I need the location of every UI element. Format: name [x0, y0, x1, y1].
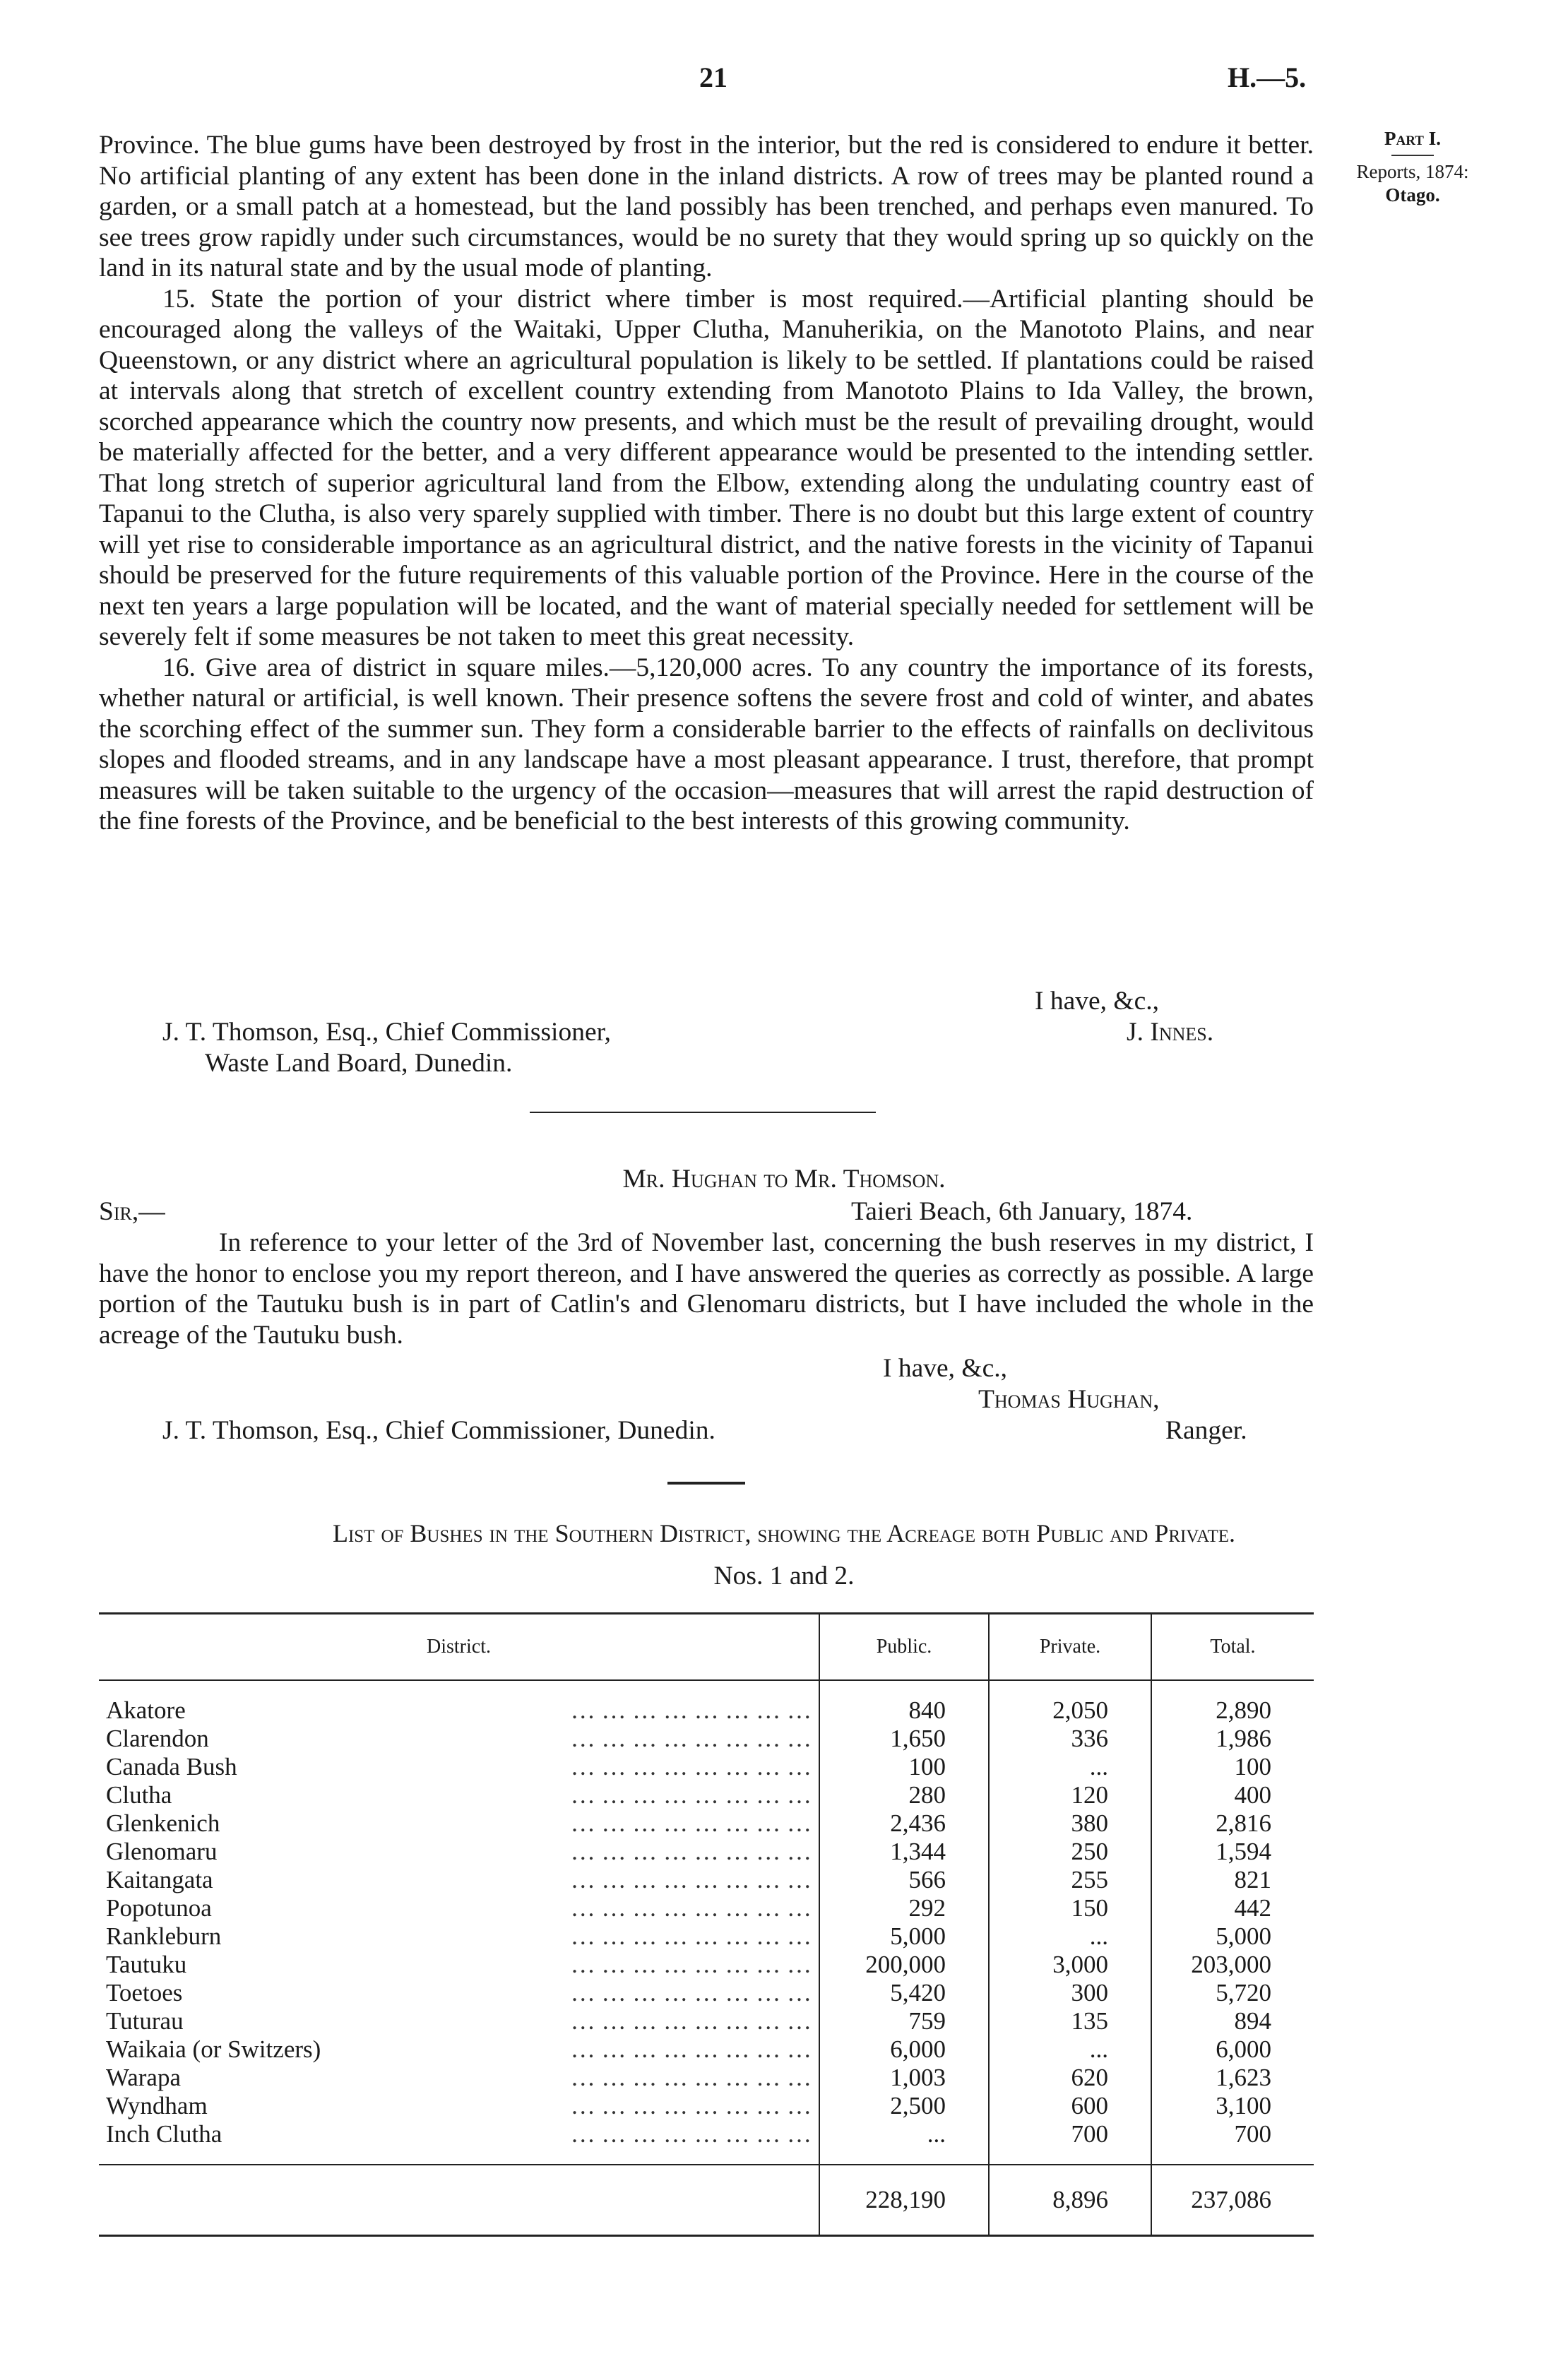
table-body	[99, 1680, 1314, 2165]
table-row	[99, 1753, 1314, 1781]
district-cell	[99, 1922, 819, 1951]
public-cell: 1,003	[819, 2064, 989, 2092]
district-cell	[99, 1725, 819, 1753]
margin-note-region: Otago.	[1385, 184, 1440, 206]
total-cell: 100	[1151, 1753, 1314, 1781]
district-cell	[99, 2035, 819, 2064]
district-name: Kaitangata	[106, 1866, 213, 1893]
leader-dots: … … … … … … … …	[570, 1809, 812, 1837]
private-cell: 120	[989, 1781, 1151, 1809]
leader-dots: … … … … … … … …	[570, 1894, 812, 1922]
leader-dots: … … … … … … … …	[570, 1696, 812, 1724]
innes-letter-body	[99, 130, 1314, 837]
district-name: Canada Bush	[106, 1753, 237, 1780]
table-spacer-row	[99, 1680, 1314, 1696]
district-cell	[99, 1753, 819, 1781]
table-row	[99, 1951, 1314, 1979]
public-cell: 1,650	[819, 1725, 989, 1753]
private-cell: 135	[989, 2007, 1151, 2035]
district-name: Waikaia (or Switzers)	[106, 2035, 321, 2063]
table-row	[99, 1894, 1314, 1922]
hughan-letter-title: Mr. Hughan to Mr. Thomson.	[622, 1165, 946, 1194]
table-row	[99, 1781, 1314, 1809]
district-cell	[99, 2092, 819, 2120]
total-cell: 442	[1151, 1894, 1314, 1922]
table-row	[99, 1809, 1314, 1838]
private-cell: 300	[989, 1979, 1151, 2007]
leader-dots: … … … … … … … …	[570, 2035, 812, 2063]
section-divider	[530, 1112, 876, 1113]
public-cell: 840	[819, 1696, 989, 1725]
column-header-private: Private.	[989, 1614, 1151, 1681]
public-cell: 1,344	[819, 1838, 989, 1866]
district-name: Glenkenich	[106, 1809, 220, 1837]
table-row	[99, 1696, 1314, 1725]
leader-dots: … … … … … … … …	[570, 2120, 812, 2148]
total-cell: 821	[1151, 1866, 1314, 1894]
private-cell: 600	[989, 2092, 1151, 2120]
public-cell: 5,000	[819, 1922, 989, 1951]
table-row	[99, 1866, 1314, 1894]
public-cell: 759	[819, 2007, 989, 2035]
leader-dots: … … … … … … … …	[570, 2007, 812, 2035]
margin-note	[1342, 127, 1483, 207]
public-cell: 200,000	[819, 1951, 989, 1979]
hughan-role: Ranger.	[1165, 1416, 1247, 1445]
leader-dots: … … … … … … … …	[570, 1922, 812, 1950]
leader-dots: … … … … … … … …	[570, 2064, 812, 2091]
district-cell	[99, 1894, 819, 1922]
public-cell: ...	[819, 2120, 989, 2148]
paragraph-16: 16. Give area of district in square miles.—5,120,000 acres. To any country the importance of its forests, whether natural or artificial, is well known. Their presence softens the severe frost and cold of winter, and abates the scorching effect of the summer sun. They form a considerable barrier to the effects of rainfalls on declivitous slopes and flooded streams, and in any landscape have a most pleasant appearance. I trust, therefore, that prompt measures will be taken suitable to the urgency of the occasion—measures that will arrest the rapid destruction of the fine forests of the Province, and be beneficial to the best interests of this growing community.	[99, 653, 1314, 835]
column-header-public: Public.	[819, 1614, 989, 1681]
margin-note-rule	[1391, 155, 1434, 156]
leader-dots: … … … … … … … …	[570, 1781, 812, 1809]
hughan-closing: I have, &c.,	[883, 1354, 1007, 1383]
leader-dots: … … … … … … … …	[570, 1866, 812, 1893]
total-public: 228,190	[819, 2165, 989, 2236]
district-name: Rankleburn	[106, 1922, 222, 1950]
page-number: 21	[699, 61, 727, 93]
district-name: Warapa	[106, 2064, 181, 2091]
innes-signature: J. Innes.	[1127, 1018, 1214, 1047]
private-cell: 700	[989, 2120, 1151, 2148]
private-cell: 250	[989, 1838, 1151, 1866]
total-cell: 5,720	[1151, 1979, 1314, 2007]
total-cell: 1,986	[1151, 1725, 1314, 1753]
document-code: H.—5.	[1228, 61, 1307, 93]
total-cell: 2,890	[1151, 1696, 1314, 1725]
table-row	[99, 1838, 1314, 1866]
district-name: Clutha	[106, 1781, 172, 1809]
leader-dots: … … … … … … … …	[570, 1753, 812, 1780]
leader-dots: … … … … … … … …	[570, 1951, 812, 1978]
table-row	[99, 2035, 1314, 2064]
leader-dots: … … … … … … … …	[570, 1979, 812, 2006]
district-name: Toetoes	[106, 1979, 183, 2006]
private-cell: ...	[989, 1753, 1151, 1781]
district-name: Clarendon	[106, 1725, 209, 1752]
private-cell: ...	[989, 1922, 1151, 1951]
table-spacer-row	[99, 2148, 1314, 2165]
public-cell: 292	[819, 1894, 989, 1922]
district-cell	[99, 1838, 819, 1866]
hughan-place-date: Taieri Beach, 6th January, 1874.	[851, 1197, 1193, 1226]
public-cell: 566	[819, 1866, 989, 1894]
private-cell: ...	[989, 2035, 1151, 2064]
private-cell: 620	[989, 2064, 1151, 2092]
district-cell	[99, 1809, 819, 1838]
district-cell	[99, 2064, 819, 2092]
hughan-paragraph: In reference to your letter of the 3rd of November last, concerning the bush reserves in my district, I have the honor to enclose you my report thereon, and I have answered the queries as correctly as possible. A large portion of the Tautuku bush is in part of Catlin's and Glenomaru districts, but I have included the whole in the acreage of the Tautuku bush.	[99, 1228, 1314, 1350]
total-cell: 1,623	[1151, 2064, 1314, 2092]
private-cell: 380	[989, 1809, 1151, 1838]
district-cell	[99, 2120, 819, 2148]
innes-addressee: J. T. Thomson, Esq., Chief Commissioner,	[162, 1018, 611, 1047]
list-title: List of Bushes in the Southern District, showing the Acreage both Public and Private.	[332, 1519, 1236, 1547]
leader-dots: … … … … … … … …	[570, 2092, 812, 2119]
district-name: Glenomaru	[106, 1838, 218, 1865]
total-private: 8,896	[989, 2165, 1151, 2236]
hughan-addressee: J. T. Thomson, Esq., Chief Commissioner, Dunedin.	[162, 1416, 715, 1445]
short-divider	[667, 1482, 745, 1485]
total-cell: 203,000	[1151, 1951, 1314, 1979]
table-row	[99, 1922, 1314, 1951]
margin-note-part: Part I.	[1384, 128, 1441, 149]
table-row	[99, 2064, 1314, 2092]
column-header-district: District.	[99, 1614, 819, 1681]
hughan-salutation: Sir,—	[99, 1197, 165, 1226]
hughan-signature: Thomas Hughan,	[978, 1385, 1160, 1414]
public-cell: 2,500	[819, 2092, 989, 2120]
total-cell: 2,816	[1151, 1809, 1314, 1838]
total-label-cell	[99, 2165, 819, 2236]
district-name: Popotunoa	[106, 1894, 212, 1922]
district-cell	[99, 1866, 819, 1894]
innes-addressee-line-2: Waste Land Board, Dunedin.	[205, 1049, 513, 1078]
margin-note-reports: Reports, 1874:	[1356, 161, 1469, 182]
hughan-letter-body	[99, 1227, 1314, 1350]
table-row	[99, 2092, 1314, 2120]
district-cell	[99, 1979, 819, 2007]
table-row	[99, 2007, 1314, 2035]
district-name: Tautuku	[106, 1951, 187, 1978]
public-cell: 280	[819, 1781, 989, 1809]
table-row	[99, 2120, 1314, 2148]
column-header-total: Total.	[1151, 1614, 1314, 1681]
private-cell: 2,050	[989, 1696, 1151, 1725]
district-cell	[99, 1781, 819, 1809]
public-cell: 6,000	[819, 2035, 989, 2064]
innes-closing: I have, &c.,	[1035, 987, 1159, 1016]
district-cell	[99, 1696, 819, 1725]
total-cell: 1,594	[1151, 1838, 1314, 1866]
district-name: Inch Clutha	[106, 2120, 222, 2148]
table-row	[99, 1979, 1314, 2007]
leader-dots: … … … … … … … …	[570, 1838, 812, 1865]
district-cell	[99, 2007, 819, 2035]
district-cell	[99, 1951, 819, 1979]
district-name: Akatore	[106, 1696, 186, 1724]
private-cell: 255	[989, 1866, 1151, 1894]
paragraph-15: 15. State the portion of your district where timber is most required.—Artificial planting should be encouraged along the valleys of the Waitaki, Upper Clutha, Manuherikia, on the Manototo Plains, and near Queenstown, or any district where an agricultural population is likely to be settled. If plantations could be raised at intervals along that stretch of excellent country extending from Manototo Plains to Ida Valley, the brown, scorched appearance which the country now presents, and which must be the result of prevailing drought, would be materially affected for the better, and a very different appearance would be presented to the intending settler. That long stretch of superior agricultural land from the Elbow, extending along the undulating country east of Tapanui to the Clutha, is also very sparely supplied with timber. There is no doubt but this large extent of country will yet rise to considerable importance as an agricultural district, and the native forests in the vicinity of Tapanui should be preserved for the future requirements of this valuable portion of the Province. Here in the course of the next ten years a large population will be located, and the want of material specially needed for settlement will be severely felt if some measures be not taken to meet this great necessity.	[99, 284, 1314, 651]
total-cell: 5,000	[1151, 1922, 1314, 1951]
table-total-row	[99, 2165, 1314, 2236]
public-cell: 100	[819, 1753, 989, 1781]
public-cell: 5,420	[819, 1979, 989, 2007]
list-subtitle: Nos. 1 and 2.	[713, 1562, 855, 1590]
total-cell: 6,000	[1151, 2035, 1314, 2064]
public-cell: 2,436	[819, 1809, 989, 1838]
total-cell: 400	[1151, 1781, 1314, 1809]
table-header-row	[99, 1614, 1314, 1681]
table-row	[99, 1725, 1314, 1753]
leader-dots: … … … … … … … …	[570, 1725, 812, 1752]
total-cell: 894	[1151, 2007, 1314, 2035]
total-cell: 3,100	[1151, 2092, 1314, 2120]
total-total: 237,086	[1151, 2165, 1314, 2236]
private-cell: 336	[989, 1725, 1151, 1753]
district-name: Tuturau	[106, 2007, 184, 2035]
private-cell: 3,000	[989, 1951, 1151, 1979]
bushes-table	[99, 1612, 1314, 2237]
district-name: Wyndham	[106, 2092, 208, 2119]
total-cell: 700	[1151, 2120, 1314, 2148]
private-cell: 150	[989, 1894, 1151, 1922]
paragraph-province: Province. The blue gums have been destroyed by frost in the interior, but the red is considered to endure it better. No artificial planting of any extent has been done in the inland districts. A row of trees may be planted round a garden, or a small patch at a homestead, but the land possibly has been trenched, and perhaps even manured. To see trees grow rapidly under such circumstances, would be no surety that they would spring up so quickly on the land in its natural state and by the usual mode of planting.	[99, 131, 1314, 283]
